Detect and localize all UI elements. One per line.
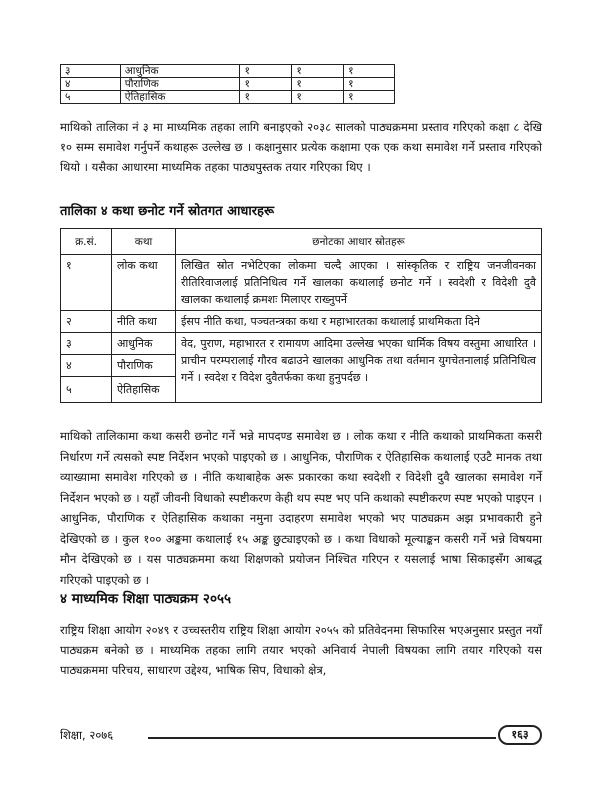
table-cell: ४	[61, 355, 112, 377]
table-cell: ५	[61, 91, 121, 104]
table-story-count	[60, 64, 395, 104]
column-header-number: क्र.सं.	[61, 229, 112, 255]
table-row	[61, 65, 395, 78]
column-header-source: छनोटका आधार स्रोतहरू	[176, 229, 542, 255]
table-cell: ऐतिहासिक	[120, 91, 240, 104]
section-heading-table4: तालिका ४ कथा छनोट गर्ने स्रोतगत आधारहरू	[60, 204, 275, 219]
table-row	[61, 333, 542, 355]
table-cell: पौराणिक	[120, 78, 240, 91]
table-cell: १	[240, 91, 292, 104]
table-row	[61, 255, 542, 311]
paragraph-table4-analysis: माथिको तालिकामा कथा कसरी छनोट गर्ने भन्ने मापदण्ड समावेश छ । लोक कथा र नीति कथाको प्राथमिकता कसरी निर्धारण गर्ने त्यसको स्पष्ट निर्देशन भएको पाइएको छ । आधुनिक, पौराणिक र ऐतिहासिक कथालाई एउटै मानक तथा व्याख्यामा समावेश गरिएको छ । नीति कथाबाहेक अरू प्रकारका कथा स्वदेशी र विदेशी दुवै खालका समावेश गर्ने निर्देशन भएको छ । यहाँ जीवनी विधाको स्पष्टीकरण केही थप स्पष्ट भए पनि कथाको स्पष्टीकरण स्पष्ट भएको पाइएन । आधुनिक, पौराणिक र ऐतिहासिक कथाका नमुना उदाहरण समावेश भएको भए पाठ्यक्रम अझ प्रभावकारी हुने देखिएको छ । कुल १०० अङ्कमा कथालाई १५ अङ्क छुट्याइएको छ । कथा विधाको मूल्याङ्कन कसरी गर्ने भन्ने विषयमा मौन देखिएको छ । यस पाठ्यक्रममा कथा शिक्षणको प्रयोजन निश्चित गरिएन र यसलाई भाषा सिकाइसँग आबद्ध गरिएको पाइएको छ ।	[60, 429, 542, 587]
table-cell: १	[344, 91, 395, 104]
table-cell: ३	[61, 65, 121, 78]
page-number: १६३	[498, 725, 542, 745]
table-story-selection-basis	[60, 228, 542, 403]
table-cell: ऐतिहासिक	[112, 377, 176, 403]
column-header-story: कथा	[112, 229, 176, 255]
table-cell: १	[292, 78, 344, 91]
table-cell: नीति कथा	[112, 311, 176, 333]
table-cell: पौराणिक	[112, 355, 176, 377]
journal-name: शिक्षा, २०७६	[60, 728, 114, 742]
paragraph-table3-summary: माथिको तालिका नं ३ मा माध्यमिक तहका लागि बनाइएको २०३८ सालको पाठ्यक्रममा प्रस्ताव गरिएको कक्षा ८ देखि १० सम्म समावेश गर्नुपर्ने कथाहरू उल्लेख छ । कक्षानुसार प्रत्येक कक्षामा एक एक कथा समावेश गर्ने प्रस्ताव गरिएको थियो । यसैका आधारमा माध्यमिक तहका पाठ्यपुस्तक तयार गरिएका थिए ।	[60, 120, 542, 174]
table-cell: लिखित स्रोत नभेटिएका लोकमा चल्दै आएका । सांस्कृतिक र राष्ट्रिय जनजीवनका रीतिरिवाजलाई प्रतिनिधित्व गर्ने खालका कथालाई छनोट गर्ने । स्वदेशी र विदेशी दुवै खालका कथालाई क्रमशः मिलाएर राख्नुपर्ने	[176, 255, 542, 311]
table-row	[61, 311, 542, 333]
table-cell: आधुनिक	[120, 65, 240, 78]
table-cell: आधुनिक	[112, 333, 176, 355]
table-cell: १	[292, 91, 344, 104]
section-heading-curriculum-2055: ४ माध्यमिक शिक्षा पाठ्यक्रम २०५५	[60, 591, 232, 607]
page-footer	[60, 724, 542, 748]
table-row	[61, 91, 395, 104]
paragraph-curriculum-intro: राष्ट्रिय शिक्षा आयोग २०४९ र उच्चस्तरीय राष्ट्रिय शिक्षा आयोग २०५५ को प्रतिवेदनमा सिफारिस भएअनुसार प्रस्तुत नयाँ पाठ्यक्रम बनेको छ । माध्यमिक तहका लागि तयार भएको अनिवार्य नेपाली विषयका लागि तयार गरिएको यस पाठ्यक्रममा परिचय, साधारण उद्देश्य, भाषिक सिप, विधाको क्षेत्र,	[60, 623, 542, 677]
table-cell: लोक कथा	[112, 255, 176, 311]
table-cell: १	[344, 78, 395, 91]
table-cell: १	[61, 255, 112, 311]
table-cell: ३	[61, 333, 112, 355]
table-cell: ईसप नीति कथा, पञ्चतन्त्रका कथा र महाभारतका कथालाई प्राथमिकता दिने	[176, 311, 542, 333]
table-cell: ४	[61, 78, 121, 91]
table-cell: २	[61, 311, 112, 333]
table-header-row	[61, 229, 542, 255]
table-cell: १	[344, 65, 395, 78]
table-cell: १	[292, 65, 344, 78]
table-cell: १	[240, 78, 292, 91]
footer-divider	[148, 737, 496, 739]
table-cell-merged: वेद, पुराण, महाभारत र रामायण आदिमा उल्लेख भएका धार्मिक विषय वस्तुमा आधारित । प्राचीन परम्परालाई गौरव बढाउने खालका आधुनिक तथा वर्तमान युगचेतनालाई प्रतिनिधित्व गर्ने । स्वदेश र विदेश दुवैतर्फका कथा हुनुपर्दछ ।	[176, 333, 542, 403]
table-row	[61, 78, 395, 91]
table-cell: १	[240, 65, 292, 78]
table-cell: ५	[61, 377, 112, 403]
